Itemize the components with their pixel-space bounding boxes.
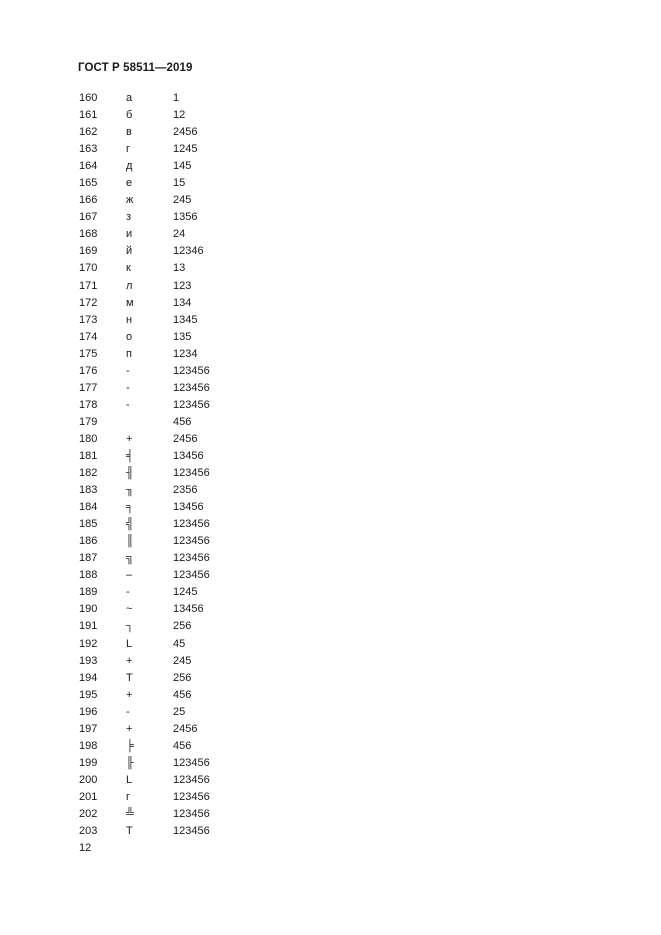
row-braille-dots: 135 (173, 330, 192, 343)
table-row (79, 516, 379, 533)
table-row (79, 687, 379, 704)
row-braille-dots: 123 (173, 279, 192, 292)
row-code: 176 (79, 364, 98, 377)
row-character: а (126, 92, 133, 104)
row-braille-dots: 123456 (173, 807, 210, 820)
table-row (79, 823, 379, 840)
row-braille-dots: 1245 (173, 586, 198, 599)
row-character: ╗ (126, 552, 134, 565)
row-braille-dots: 1234 (173, 347, 198, 360)
row-code: 163 (79, 143, 98, 156)
table-row (79, 653, 379, 670)
row-braille-dots: 13456 (173, 603, 204, 616)
row-braille-dots: 256 (173, 671, 192, 684)
row-code: 203 (79, 825, 98, 838)
row-code: 187 (79, 552, 98, 565)
row-character: ╟ (126, 756, 134, 769)
row-braille-dots: 456 (173, 415, 192, 428)
table-row (79, 346, 379, 363)
row-braille-dots: 245 (173, 654, 192, 667)
row-code: 198 (79, 739, 98, 752)
table-row (79, 175, 379, 192)
table-row (79, 755, 379, 772)
row-code: 174 (79, 330, 98, 343)
row-braille-dots: 123456 (173, 756, 210, 769)
row-code: 168 (79, 228, 98, 241)
page-number: 12 (79, 842, 92, 854)
row-code: 194 (79, 671, 98, 684)
row-braille-dots: 24 (173, 228, 186, 241)
row-character: ╣ (126, 518, 134, 531)
table-row (79, 329, 379, 346)
row-character: + (126, 722, 133, 735)
table-row (79, 533, 379, 550)
row-braille-dots: 15 (173, 177, 186, 190)
row-code: 196 (79, 705, 98, 718)
row-braille-dots: 123456 (173, 518, 210, 531)
row-character: л (126, 279, 133, 292)
table-row (79, 278, 379, 295)
row-character: о (126, 330, 133, 343)
table-row (79, 499, 379, 516)
table-row (79, 789, 379, 806)
row-character: ╩ (126, 807, 134, 820)
row-braille-dots: 12 (173, 109, 186, 122)
row-braille-dots: 1 (173, 92, 180, 104)
row-braille-dots: 123456 (173, 467, 210, 480)
row-code: 170 (79, 262, 98, 275)
table-row (79, 806, 379, 823)
row-code: 161 (79, 109, 98, 122)
row-braille-dots: 456 (173, 739, 192, 752)
row-character: ╞ (126, 739, 134, 752)
row-braille-dots: 1356 (173, 211, 198, 224)
row-braille-dots: 123456 (173, 381, 210, 394)
row-braille-dots: 123456 (173, 569, 210, 582)
row-code: 165 (79, 177, 98, 190)
row-code: 183 (79, 484, 98, 497)
row-code: 202 (79, 807, 98, 820)
row-code: 184 (79, 501, 98, 514)
row-character: - (126, 705, 130, 718)
table-row (79, 721, 379, 738)
row-character: - (126, 381, 130, 394)
table-row (79, 243, 379, 260)
row-character: T (126, 671, 133, 684)
row-character: ╡ (126, 449, 134, 462)
table-row (79, 124, 379, 141)
row-character: и (126, 228, 133, 241)
row-character: T (126, 825, 133, 838)
row-braille-dots: 1245 (173, 143, 198, 156)
row-braille-dots: 245 (173, 194, 192, 207)
standard-header: ГОСТ Р 58511—2019 (78, 62, 193, 74)
row-character: д (126, 160, 133, 173)
row-character: ж (126, 194, 134, 207)
row-braille-dots: 256 (173, 620, 192, 633)
row-character: е (126, 177, 133, 190)
row-character: L (126, 773, 133, 786)
table-row (79, 670, 379, 687)
row-braille-dots: 1345 (173, 313, 198, 326)
table-row (79, 107, 379, 124)
table-row (79, 226, 379, 243)
row-code: 188 (79, 569, 98, 582)
row-character: б (126, 109, 133, 122)
row-code: 179 (79, 415, 98, 428)
row-code: 190 (79, 603, 98, 616)
row-code: 192 (79, 637, 98, 650)
table-row (79, 618, 379, 635)
row-character: + (126, 688, 133, 701)
table-row (79, 738, 379, 755)
row-code: 181 (79, 449, 98, 462)
row-character: + (126, 432, 133, 445)
row-code: 177 (79, 381, 98, 394)
row-character: L (126, 637, 133, 650)
row-character: ~ (126, 603, 133, 616)
row-code: 172 (79, 296, 98, 309)
row-character: ║ (126, 535, 134, 548)
table-row (79, 567, 379, 584)
row-character: ┐ (126, 620, 134, 633)
table-row (79, 431, 379, 448)
row-character: н (126, 313, 133, 326)
row-character: ╖ (126, 484, 134, 497)
code-table (79, 90, 379, 840)
row-character: г (126, 143, 131, 156)
table-row (79, 397, 379, 414)
row-code: 193 (79, 654, 98, 667)
row-code: 175 (79, 347, 98, 360)
table-row (79, 158, 379, 175)
row-character: й (126, 245, 133, 258)
table-row (79, 312, 379, 329)
row-braille-dots: 123456 (173, 773, 210, 786)
table-row (79, 465, 379, 482)
table-row (79, 141, 379, 158)
row-code: 186 (79, 535, 98, 548)
row-character: ╢ (126, 467, 134, 480)
row-code: 197 (79, 722, 98, 735)
row-character: п (126, 347, 132, 360)
table-row (79, 295, 379, 312)
row-code: 173 (79, 313, 98, 326)
row-character: - (126, 398, 130, 411)
row-braille-dots: 12346 (173, 245, 204, 258)
table-row (79, 448, 379, 465)
row-character: + (126, 654, 133, 667)
row-code: 199 (79, 756, 98, 769)
row-character: ╕ (126, 501, 134, 514)
table-row (79, 636, 379, 653)
row-code: 195 (79, 688, 98, 701)
row-braille-dots: 123456 (173, 790, 210, 803)
row-code: 189 (79, 586, 98, 599)
row-code: 178 (79, 398, 98, 411)
table-row (79, 482, 379, 499)
row-code: 164 (79, 160, 98, 173)
row-code: 182 (79, 467, 98, 480)
row-character: - (126, 364, 130, 377)
row-braille-dots: 2456 (173, 722, 198, 735)
row-braille-dots: 2456 (173, 432, 198, 445)
row-code: 166 (79, 194, 98, 207)
table-row (79, 601, 379, 618)
row-braille-dots: 2456 (173, 126, 198, 139)
row-braille-dots: 123456 (173, 535, 210, 548)
table-row (79, 209, 379, 226)
table-row (79, 363, 379, 380)
row-braille-dots: 25 (173, 705, 186, 718)
row-character: в (126, 126, 132, 139)
row-character: г (126, 790, 131, 803)
table-row (79, 584, 379, 601)
row-code: 191 (79, 620, 98, 633)
row-braille-dots: 145 (173, 160, 192, 173)
row-braille-dots: 45 (173, 637, 186, 650)
row-character: - (126, 586, 130, 599)
row-code: 160 (79, 92, 98, 104)
row-code: 201 (79, 790, 98, 803)
table-row (79, 414, 379, 431)
row-code: 185 (79, 518, 98, 531)
row-code: 167 (79, 211, 98, 224)
table-row (79, 90, 379, 107)
row-braille-dots: 123456 (173, 825, 210, 838)
row-braille-dots: 13456 (173, 449, 204, 462)
table-row (79, 192, 379, 209)
table-row (79, 772, 379, 789)
row-code: 169 (79, 245, 98, 258)
table-row (79, 380, 379, 397)
row-code: 200 (79, 773, 98, 786)
row-braille-dots: 456 (173, 688, 192, 701)
row-code: 171 (79, 279, 98, 292)
row-braille-dots: 123456 (173, 398, 210, 411)
table-row (79, 260, 379, 277)
row-character: з (126, 211, 132, 224)
table-row (79, 550, 379, 567)
row-braille-dots: 123456 (173, 364, 210, 377)
row-braille-dots: 123456 (173, 552, 210, 565)
row-braille-dots: 2356 (173, 484, 198, 497)
row-character: м (126, 296, 134, 309)
row-code: 162 (79, 126, 98, 139)
row-code: 180 (79, 432, 98, 445)
row-braille-dots: 134 (173, 296, 192, 309)
row-braille-dots: 13456 (173, 501, 204, 514)
row-braille-dots: 13 (173, 262, 186, 275)
table-row (79, 704, 379, 721)
row-character: к (126, 262, 131, 275)
row-character: – (126, 569, 133, 582)
